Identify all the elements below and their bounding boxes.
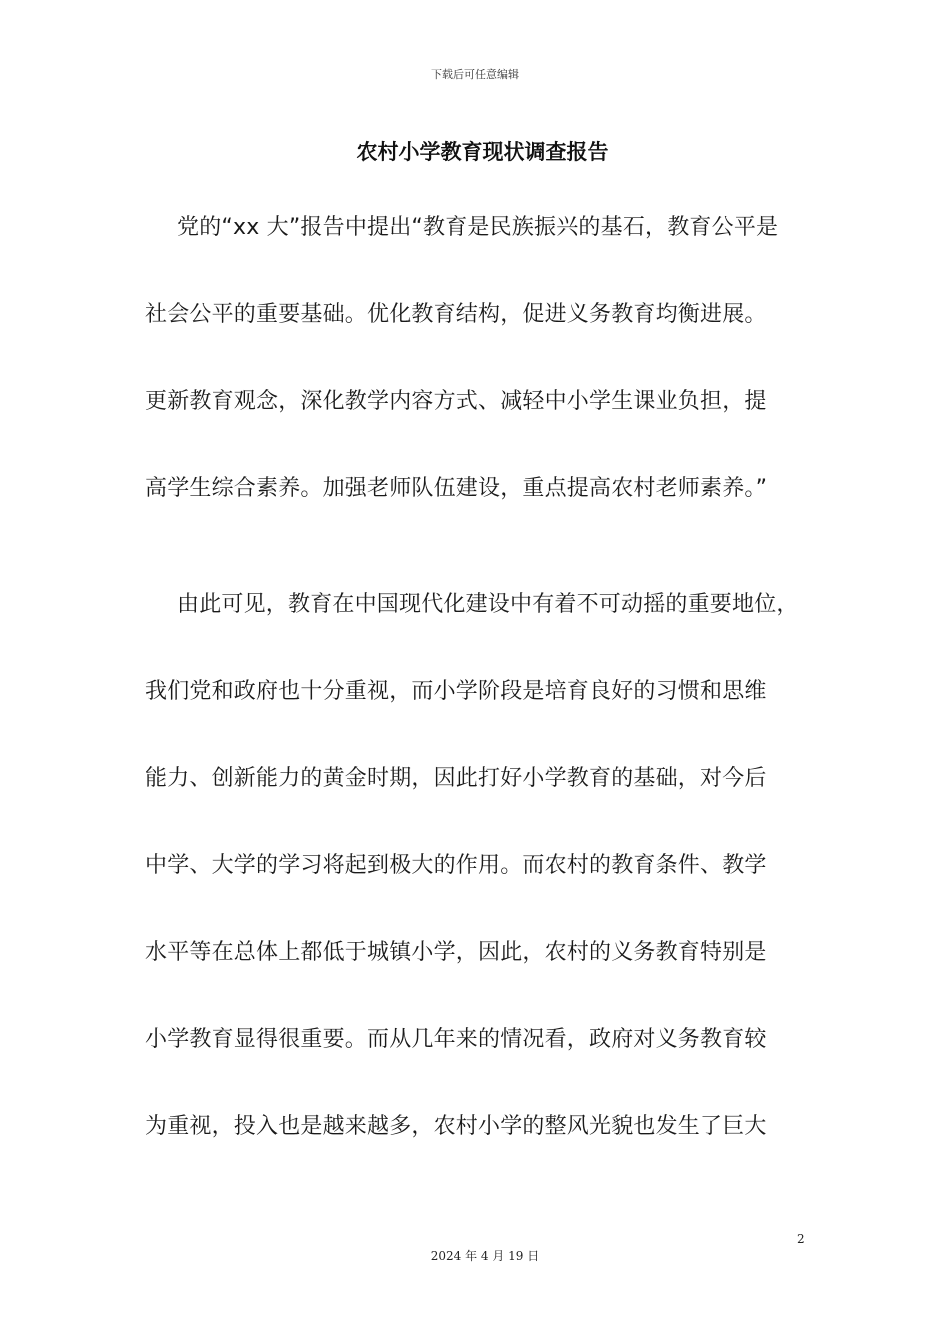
paragraph-line: 水平等在总体上都低于城镇小学，因此，农村的义务教育特别是 — [145, 940, 767, 965]
paragraph-line: 高学生综合素养。加强老师队伍建设，重点提高农村老师素养。” — [145, 476, 768, 501]
paragraph-line: 由此可见，教育在中国现代化建设中有着不可动摇的重要地位， — [177, 592, 799, 617]
paragraph-line: 社会公平的重要基础。优化教育结构，促进义务教育均衡进展。 — [145, 302, 767, 327]
paragraph-line: 中学、大学的学习将起到极大的作用。而农村的教育条件、教学 — [145, 853, 767, 878]
paragraph-line: 我们党和政府也十分重视，而小学阶段是培育良好的习惯和思维 — [145, 679, 767, 704]
header-note: 下载后可任意编辑 — [431, 68, 519, 81]
paragraph-line: 党的“xx 大”报告中提出“教育是民族振兴的基石，教育公平是 — [177, 215, 779, 240]
paragraph-line: 为重视，投入也是越来越多，农村小学的整风光貌也发生了巨大 — [145, 1114, 767, 1139]
paragraph-line: 更新教育观念，深化教学内容方式、减轻中小学生课业负担，提 — [145, 389, 767, 414]
paragraph-line: 小学教育显得很重要。而从几年来的情况看，政府对义务教育较 — [145, 1027, 767, 1052]
footer-date: 2024 年 4 月 19 日 — [430, 1249, 540, 1263]
paragraph-line: 能力、创新能力的黄金时期，因此打好小学教育的基础，对今后 — [145, 766, 767, 791]
page-number: 2 — [797, 1232, 805, 1246]
document-title: 农村小学教育现状调查报告 — [356, 140, 609, 164]
